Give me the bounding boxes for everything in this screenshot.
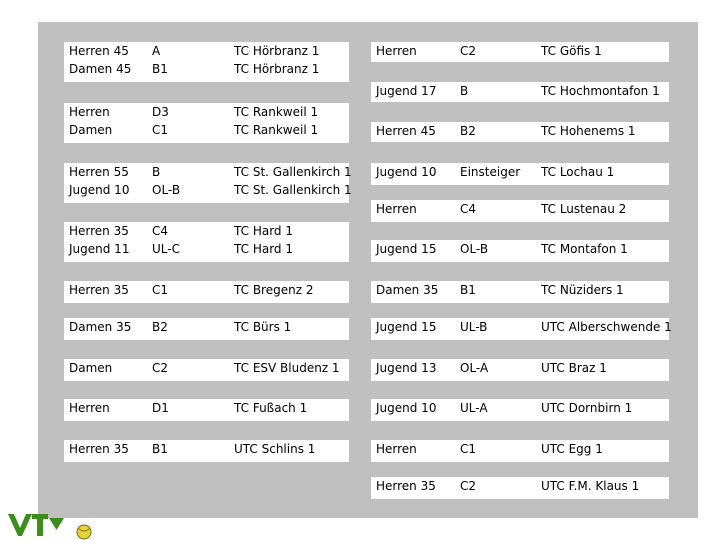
tennis-ball-icon: [77, 525, 91, 539]
team-league: C4: [460, 202, 477, 216]
team-club: TC ESV Bludenz 1: [234, 361, 340, 375]
team-team: Herren: [376, 202, 417, 216]
team-team: Herren 35: [376, 479, 436, 493]
team-club: TC Hörbranz 1: [234, 44, 320, 58]
team-team: Jugend 15: [376, 320, 437, 334]
team-team: Jugend 11: [69, 242, 130, 256]
team-club: UTC Alberschwende 1: [541, 320, 672, 334]
team-club: TC Göfis 1: [541, 44, 602, 58]
vtv-logo-icon: [6, 510, 96, 540]
team-team: Herren: [376, 44, 417, 58]
team-team: Damen 35: [376, 283, 439, 297]
team-league: Einsteiger: [460, 165, 521, 179]
team-club: TC Lustenau 2: [541, 202, 627, 216]
team-club: TC Rankweil 1: [234, 123, 319, 137]
team-team: Jugend 10: [69, 183, 130, 197]
team-team: Jugend 13: [376, 361, 437, 375]
team-league: C2: [460, 44, 477, 58]
team-club: TC Bregenz 2: [234, 283, 314, 297]
team-team: Herren 45: [376, 124, 436, 138]
team-club: TC Rankweil 1: [234, 105, 319, 119]
team-club: TC Montafon 1: [541, 242, 628, 256]
team-club: TC Hard 1: [234, 242, 293, 256]
team-league: C2: [460, 479, 477, 493]
team-club: UTC Braz 1: [541, 361, 607, 375]
team-team: Jugend 17: [376, 84, 437, 98]
team-team: Herren 45: [69, 44, 129, 58]
team-club: TC Hard 1: [234, 224, 293, 238]
team-league: C1: [460, 442, 477, 456]
team-team: Herren: [69, 105, 110, 119]
team-team: Jugend 10: [376, 401, 437, 415]
team-league: OL-A: [460, 361, 489, 375]
team-league: C1: [152, 123, 169, 137]
team-club: TC Nüziders 1: [541, 283, 624, 297]
team-club: UTC Schlins 1: [234, 442, 316, 456]
team-league: C1: [152, 283, 169, 297]
team-team: Herren: [376, 442, 417, 456]
team-league: B1: [460, 283, 476, 297]
team-club: UTC F.M. Klaus 1: [541, 479, 640, 493]
team-league: B2: [152, 320, 168, 334]
team-team: Damen: [69, 361, 113, 375]
team-club: TC Hochmontafon 1: [541, 84, 660, 98]
team-league: UL-A: [460, 401, 488, 415]
team-club: TC Bürs 1: [234, 320, 292, 334]
team-club: TC St. Gallenkirch 1: [234, 165, 352, 179]
team-team: Herren: [69, 401, 110, 415]
team-club: TC Hohenems 1: [541, 124, 636, 138]
team-league: B: [152, 165, 161, 179]
team-league: C4: [152, 224, 169, 238]
team-club: TC Fußach 1: [234, 401, 308, 415]
team-league: D1: [152, 401, 169, 415]
team-league: B1: [152, 442, 168, 456]
team-club: TC St. Gallenkirch 1: [234, 183, 352, 197]
team-team: Damen: [69, 123, 113, 137]
team-league: UL-C: [152, 242, 180, 256]
team-league: B: [460, 84, 469, 98]
team-league: UL-B: [460, 320, 488, 334]
team-team: Jugend 10: [376, 165, 437, 179]
team-club: TC Lochau 1: [541, 165, 615, 179]
team-club: TC Hörbranz 1: [234, 62, 320, 76]
team-team: Jugend 15: [376, 242, 437, 256]
team-league: B1: [152, 62, 168, 76]
team-club: UTC Egg 1: [541, 442, 603, 456]
team-league: A: [152, 44, 161, 58]
team-club: UTC Dornbirn 1: [541, 401, 633, 415]
team-team: Herren 35: [69, 442, 129, 456]
team-league: OL-B: [152, 183, 181, 197]
team-team: Herren 55: [69, 165, 129, 179]
team-league: C2: [152, 361, 169, 375]
team-team: Herren 35: [69, 224, 129, 238]
team-league: D3: [152, 105, 169, 119]
team-team: Herren 35: [69, 283, 129, 297]
team-league: B2: [460, 124, 476, 138]
team-team: Damen 45: [69, 62, 132, 76]
team-league: OL-B: [460, 242, 489, 256]
team-team: Damen 35: [69, 320, 132, 334]
